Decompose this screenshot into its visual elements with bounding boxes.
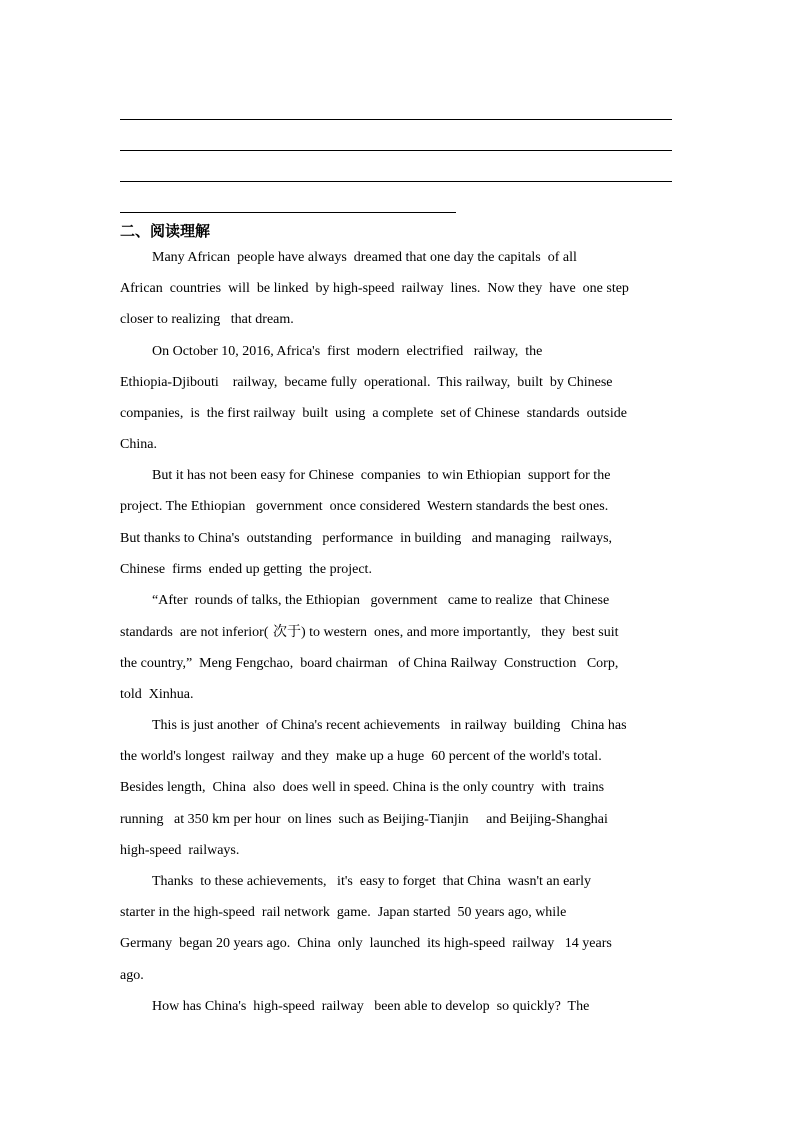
passage-line: On October 10, 2016, Africa's first modern electrified railway, the xyxy=(152,344,543,359)
passage-line: the country,” Meng Fengchao, board chairman of China Railway Construction Corp, xyxy=(120,656,619,671)
passage-line: running at 350 km per hour on lines such as Beijing-Tianjin and Beijing-Shanghai xyxy=(120,812,608,827)
passage-line: Chinese firms ended up getting the project. xyxy=(120,562,372,577)
passage-line: Germany began 20 years ago. China only launched its high-speed railway 14 years xyxy=(120,936,612,951)
answer-line xyxy=(120,181,672,182)
passage-line: China. xyxy=(120,437,157,452)
passage-line: This is just another of China's recent achievements in railway building China has xyxy=(152,718,627,733)
passage-line: “After rounds of talks, the Ethiopian government came to realize that Chinese xyxy=(152,593,610,608)
answer-line xyxy=(120,150,672,151)
passage-line: But it has not been easy for Chinese companies to win Ethiopian support for the xyxy=(152,468,611,483)
answer-line xyxy=(120,212,456,213)
passage-line: companies, is the first railway built using a complete set of Chinese standards outside xyxy=(120,406,628,421)
passage-line: told Xinhua. xyxy=(120,687,194,702)
passage-line: closer to realizing that dream. xyxy=(120,312,294,327)
passage-text: standards are not inferior( xyxy=(120,625,269,640)
passage-line xyxy=(120,622,672,643)
answer-line xyxy=(120,119,672,120)
passage-line: How has China's high-speed railway been able to develop so quickly? The xyxy=(152,999,590,1014)
passage-line: African countries will be linked by high-speed railway lines. Now they have one step xyxy=(120,281,629,296)
passage-line: project. The Ethiopian government once considered Western standards the best ones. xyxy=(120,499,609,514)
passage-line: But thanks to China's outstanding performance in building and managing railways, xyxy=(120,531,613,546)
passage-line: Thanks to these achievements, it's easy to forget that China wasn't an early xyxy=(152,874,592,889)
passage-line: ago. xyxy=(120,968,144,983)
passage-line: Ethiopia-Djibouti railway, became fully operational. This railway, built by Chinese xyxy=(120,375,613,390)
passage-line: Besides length, China also does well in speed. China is the only country with trains xyxy=(120,780,605,795)
passage-line: starter in the high-speed rail network game. Japan started 50 years ago, while xyxy=(120,905,567,920)
passage-text: ) to western ones, and more importantly, they best suit xyxy=(300,625,619,640)
passage-line: high-speed railways. xyxy=(120,843,240,858)
passage-line: the world's longest railway and they make up a huge 60 percent of the world's total. xyxy=(120,749,602,764)
section-heading: 二、阅读理解 xyxy=(120,222,211,240)
passage-line: Many African people have always dreamed that one day the capitals of all xyxy=(152,250,577,265)
gloss-cjk: 次于 xyxy=(268,624,301,640)
